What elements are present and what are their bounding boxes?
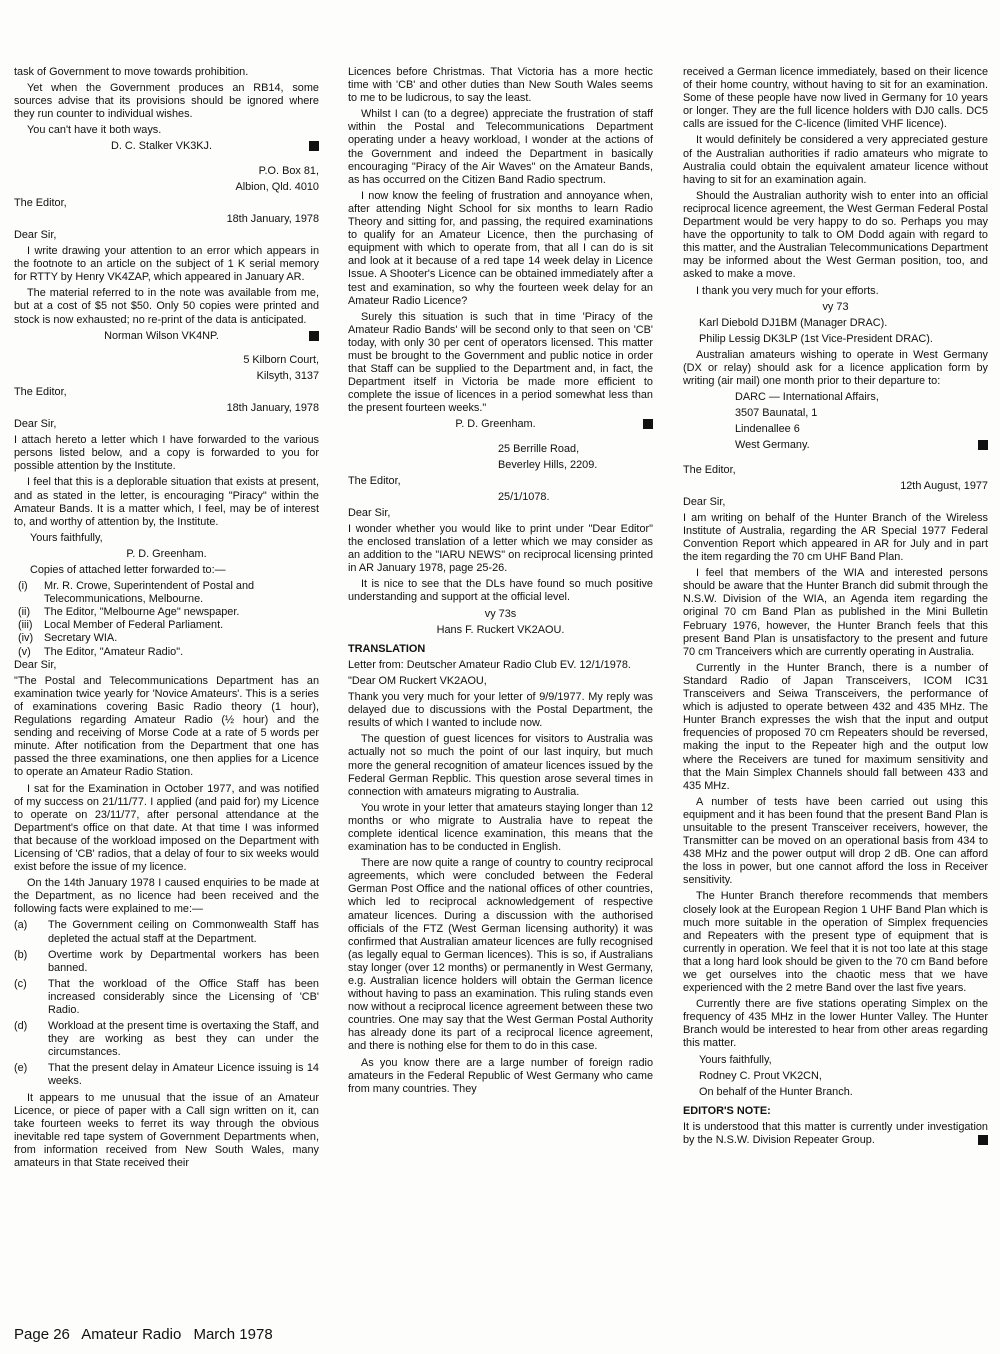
list-item: (i) Mr. R. Crowe, Superintendent of Postal and Telecommunications, Melbourne. (18, 580, 255, 606)
paragraph: You can't have it both ways. (27, 124, 162, 137)
paragraph: task of Government to move towards prohibition. (14, 66, 249, 78)
address-line: DARC — International Affairs, (735, 391, 879, 404)
signature (348, 418, 653, 431)
end-mark (978, 1135, 988, 1145)
closing: Yours faithfully, (699, 1053, 772, 1066)
signature: Rodney C. Prout VK2CN, (699, 1069, 822, 1082)
column-middle (348, 66, 653, 1099)
paragraph: I thank you very much for your efforts. (696, 284, 879, 297)
paragraph: Currently in the Hunter Branch, there is a number of Standard Radio of Japan Transceivers, ICOM IC31 Transceivers and Seiwa Transceivers, the performance of which is adjusted to operate between 432 and 435 MHz. The Hunter Branch expresses the wish that the input and output frequencies of proposed 70 cm Repeaters should be reversed, making the input to the Repeater high and the output low where the Receivers are tuned for maximum sensitivity and that the Main Simplex Channels should fall between 433 and 435 MHz. (683, 661, 988, 792)
closing: vy 73s (484, 607, 517, 620)
list-item: (c) That the workload of the Office Staff has been increased considerably since the Licensing of 'CB' Radio. (14, 977, 319, 1016)
paragraph: I wonder whether you would like to print under "Dear Editor" the enclosed translation of a letter which we may consider as an addition to the "IARU NEWS" on reciprocal licensing printed in AR January 1978, page 25-26. (348, 523, 653, 575)
paragraph: The question of guest licences for visitors to Australia was actually not so much the point of our last inquiry, but much more the general recognition of amateur licences issued by the Federal German Repblic. This question arose several times in connection with amateurs migrating to Australia. (348, 733, 653, 798)
paragraph: Yet when the Government produces an RB14, some sources advise that its provisions should be ignored where they run counter to individual wishes. (14, 82, 319, 121)
paragraph: Currently there are five stations operating Simplex on the frequency of 435 MHz in the lower Hunter Valley. The Hunter Branch would be interested to hear from other areas regarding this matter. (683, 998, 988, 1050)
paragraph: On the 14th January 1978 I caused enquiries to be made at the Department, as no licence had been received and the following facts were explained to me:— (14, 877, 319, 916)
paragraph: I now know the feeling of frustration and annoyance when, after attending Night School for six months to learn Radio Theory and sitting for, and passing, the required examinations to qualify for an Amateur Licence, then the purchasing of equipment with which to operate from, that all I can do is sit and look at it because of a red tape 14 week delay in Licence Issue. A Shooter's Licence can be obtained immediately after a test and examination, so why the fourteen week delay for an Amateur Radio Licence? (348, 189, 653, 307)
salutation-editor: The Editor, (14, 196, 67, 209)
issue-date: March 1978 (193, 1326, 273, 1343)
paragraph: I am writing on behalf of the Hunter Branch of the Wireless Institute of Australia, regarding the AR Special 1977 Federal Convention Report which appeared in AR for July and in part the item regarding the 70 cm UHF Band Plan. (683, 511, 988, 564)
salutation-editor: The Editor, (14, 385, 67, 398)
end-mark (978, 440, 988, 450)
paragraph: I feel that members of the WIA and interested persons should be aware that the Hunter Branch did submit through the N.S.W. Division of the WIA, an Agenda item regarding the original 70 cm Band Plan as published in the Mini Bulletin February 1976, however, the Hunter Branch feels that this present Band Plan is unsatisfactory to the present and future 70 cm Tranceivers which are currently operating in Australia. (683, 567, 988, 658)
list-item: (a) The Government ceiling on Commonwealth Staff has depleted the actual staff at the Department. (14, 919, 319, 945)
paragraph: Letter from: Deutscher Amateur Radio Club EV. 12/1/1978. (348, 658, 631, 671)
section-heading: EDITOR'S NOTE: (683, 1104, 771, 1117)
address-country: West Germany. (735, 439, 810, 452)
address-line: 5 Kilborn Court, (243, 353, 319, 366)
salutation: Dear Sir, (14, 228, 57, 241)
signature: P. D. Greenham. (126, 547, 207, 560)
paragraph: I attach hereto a letter which I have forwarded to the various persons listed below, and a copy is forwarded to you for possible attention by the Institute. (14, 434, 319, 473)
signature (14, 140, 319, 153)
signature: On behalf of the Hunter Branch. (699, 1085, 853, 1098)
paragraph: It appears to me unusual that the issue of an Amateur Licence, or piece of paper with a Call sign written on it, can take fourteen weeks to ferret its way through the obvious inevitable red tape system of Government Departments when, from information received from New South Wales, many amateurs in that State received their (14, 1091, 319, 1170)
paragraph: There are now quite a range of country to country reciprocal agreements, which were concluded between the Federal German Post Office and the national offices of other countries, which led to reciprocal acknowledgement of respective amateur licences. During a discussion with the authorised officials of the FTZ (West German licensing authority) it was confirmed that Australian amateur licences are fully recognised (as legally equal to German licences). This is so, if Australians stay longer (over 12 months) or permanently in West Germany, e.g. Australian licence holders will obtain the German licence without having to pass an examination. This ruling stands even now without a reciprocal licence agreement between these two countries. One may say that the West German Postal Authority has already done its part of a reciprocal licence agreement, and there is nothing else for them to do in this case. (348, 857, 653, 1053)
signature: Karl Diebold DJ1BM (Manager DRAC). (699, 316, 888, 329)
closing: Yours faithfully, (30, 531, 103, 544)
paragraph: It is nice to see that the DLs have found so much positive understanding and support at the official level. (348, 578, 653, 604)
list-item: (v) The Editor, "Amateur Radio". (18, 645, 184, 658)
paragraph: Surely this situation is such that in time 'Piracy of the Amateur Radio Bands' will be second only to that seen on 'CB' today, with only 30 per cent of operators licensed. This matter must be brought to the Government and public notice in order that Staff can be supplied to the Department and, in fact, the Department itself in Victoria be made more efficient to complete the issue of licences in a period somewhat less than the present fourteen weeks." (348, 310, 653, 415)
column-right (683, 66, 988, 1150)
salutation: Dear Sir, (348, 506, 391, 519)
closing: vy 73 (822, 300, 849, 313)
paragraph: Australian amateurs wishing to operate in West Germany (DX or relay) should ask for a licence application form by writing (air mail) one month prior to their departure to: (683, 348, 988, 388)
letter-date: 18th January, 1978 (226, 212, 319, 225)
note-text: It is understood that this matter is currently under investigation by the N.S.W. Division Repeater Group. (683, 1120, 988, 1147)
paragraph: Should the Australian authority wish to enter into an official reciprocal licence agreement, the West German Federal Postal Department would be very happy to do so. Perhaps you may have the opportunity to talk to OM Dodd again with regard to this matter, and the Australian Telecommunications Department may be informed about the West German position, too, and asked to make a move. (683, 189, 988, 281)
list-item: (e) That the present delay in Amateur Licence issuing is 14 weeks. (14, 1062, 319, 1088)
magazine-name: Amateur Radio (81, 1326, 182, 1343)
salutation: "Dear OM Ruckert VK2AOU, (348, 674, 487, 687)
address-line: Kilsyth, 3137 (256, 369, 319, 382)
list-item: (b) Overtime work by Departmental workers has been banned. (14, 948, 319, 974)
paragraph: Licences before Christmas. That Victoria has a more hectic time with 'CB' and other duties than New South Wales seems to me to be ludicrous, to say the least. (348, 66, 653, 105)
paragraph: As you know there are a large number of foreign radio amateurs in the Federal Republic of West Germany who came from many countries. They (348, 1056, 653, 1095)
paragraph: Thank you very much for your letter of 9/9/1977. My reply was delayed due to discussions with the Postal Department, the results of which I wanted to include now. (348, 691, 653, 730)
list-item: (iii) Local Member of Federal Parliament. (18, 619, 224, 632)
paragraph: received a German licence immediately, based on their licence of their home country, without having to sit for an examination. Some of these people have now lived in Germany for 10 years or longer. They are the full licence holders with DJ0 calls. DC5 calls are issued for the C-licence (limited VHF licence). (683, 66, 988, 131)
page-number: Page 26 (14, 1326, 70, 1343)
paragraph (683, 1121, 988, 1147)
paragraph: "The Postal and Telecommunications Department has an examination twice yearly for 'Novice Amateurs'. This is a series of examinations covering Basic Radio theory (1 hour), Regulations regarding Amateur Radio (½ hour) and the sending and receiving of Morse Code at a rate of 5 words per minute. After notification from the Department that one has passed the three examinations, one then applies for a Licence to operate an Amateur Radio Station. (14, 674, 319, 779)
paragraph: A number of tests have been carried out using this equipment and it has been found that the present Band Plan is unsuitable to the present Transceiver receivers, however, the Transmitter can be moved on an operational basis from 434 to 438 MHz and the power output will drop 2 dB. One can afford the loss in power, but one cannot afford the loss in Receiver sensitivity. (683, 795, 988, 887)
paragraph: The material referred to in the note was available from me, but at a cost of $5 not $50. Only 50 copies were printed and stock is now exhausted; no re-print of the data is anticipated. (14, 287, 319, 326)
paragraph: You wrote in your letter that amateurs staying longer than 12 months or who migrate to Australia have to repeat the complete identical licence examination, this means that the examination has to be conducted in English. (348, 801, 653, 854)
paragraph: Copies of attached letter forwarded to:— (30, 564, 226, 576)
end-mark (643, 419, 653, 429)
address-line: P.O. Box 81, (258, 164, 319, 177)
paragraph: I feel that this is a deplorable situation that exists at present, and as stated in the letter, is encouraging "Piracy" within the Amateur Bands. It is a matter which, I feel, may be of interest to, and worthy of attention by, the Institute. (14, 476, 319, 528)
list-item: (d) Workload at the present time is overtaxing the Staff, and they are working as best they can under the circumstances. (14, 1020, 319, 1059)
salutation-editor: The Editor, (683, 463, 736, 476)
end-mark (309, 141, 319, 151)
address-line: Albion, Qld. 4010 (235, 180, 319, 193)
salutation: Dear Sir, (14, 658, 57, 671)
column-left (14, 66, 319, 1173)
address-line: Beverley Hills, 2209. (498, 458, 598, 471)
salutation: Dear Sir, (683, 495, 726, 508)
page-footer (14, 1326, 281, 1343)
signature: Philip Lessig DK3LP (1st Vice-President DRAC). (699, 332, 933, 345)
letter-date: 25/1/1078. (498, 490, 550, 503)
paragraph: It would definitely be considered a very appreciated gesture of the Australian authorities if radio amateurs who migrate to Australia could obtain the equivalent amateur licence without having to sit for an examination again. (683, 134, 988, 186)
letter-date: 12th August, 1977 (900, 479, 988, 492)
address-line: Lindenallee 6 (735, 423, 800, 436)
paragraph: I write drawing your attention to an error which appears in the footnote to an article on the subject of 1 K serial memory for RTTY by Henry VK4ZAP, which appeared in January AR. (14, 245, 319, 284)
list-item: (iv) Secretary WIA. (18, 632, 118, 645)
letter-date: 18th January, 1978 (226, 401, 319, 414)
signature (14, 330, 319, 343)
salutation: Dear Sir, (14, 418, 57, 431)
signature-name: Norman Wilson VK4NP. (104, 329, 219, 342)
paragraph: Whilst I can (to a degree) appreciate the frustration of staff within the Postal and Telecommunications Department operating under a heavy workload, I wonder at the actions of the Government and indeed the Department in basically encouraging "Piracy of the Air Waves" on the Amateur Bands, as has occurred on the Citizen Band Radio spectrum. (348, 108, 653, 186)
signature: Hans F. Ruckert VK2AOU. (436, 623, 565, 636)
signature-name: D. C. Stalker VK3KJ. (110, 140, 213, 153)
facts-list (14, 919, 319, 1088)
recipient-list (14, 580, 319, 659)
salutation-editor: The Editor, (348, 474, 401, 487)
signature-name: P. D. Greenham. (455, 418, 536, 431)
section-heading: TRANSLATION (348, 642, 426, 655)
list-item: (ii) The Editor, "Melbourne Age" newspaper. (18, 606, 240, 619)
address-line: 25 Berrille Road, (498, 442, 580, 455)
address-line: 3507 Baunatal, 1 (735, 407, 818, 420)
paragraph: The Hunter Branch therefore recommends that members closely look at the European Region 1 UHF Band Plan which is much more suitable in the operation of Simplex frequencies and Repeaters with the present type of equipment that is currently in operation. We feel that it is not too late at this stage that a long hard look should be given to the 70 cm Band before we get ourselves into the chaotic mess that we have experienced with the 2 metre Band over the last five years. (683, 890, 988, 995)
address-line (683, 439, 988, 452)
end-mark (309, 331, 319, 341)
paragraph: I sat for the Examination in October 1977, and was notified of my success on 21/11/77. I applied (and paid for) my Licence to operate on 23/11/77, after personal attendance at the Department's office on that date. At that time I was informed that because of the workload imposed on the Department with Licensing of 'CB' radios, that a delay of four to six weeks would exist before the issue of my licence. (14, 782, 319, 874)
